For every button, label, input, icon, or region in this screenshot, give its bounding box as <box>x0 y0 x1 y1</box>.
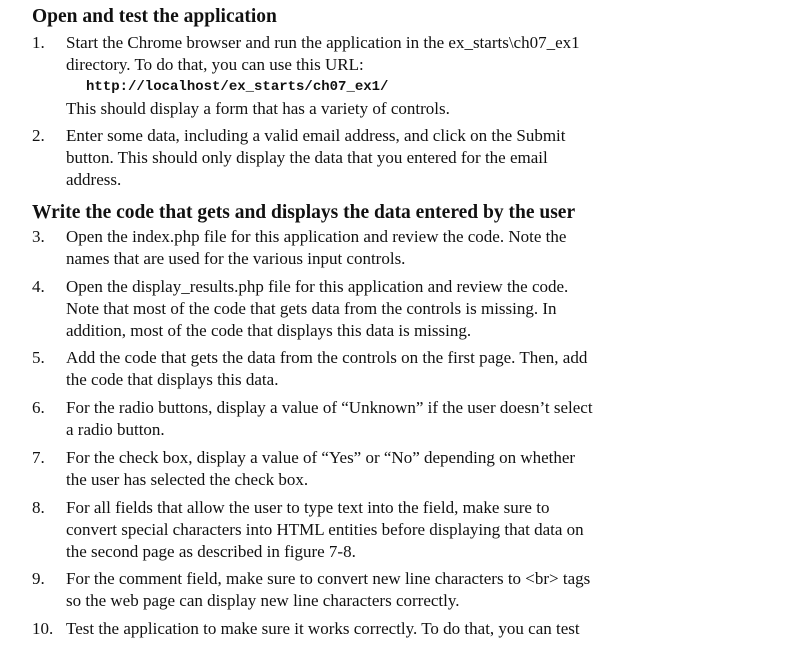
step-number: 7. <box>32 448 45 467</box>
url-code: http://localhost/ex_starts/ch07_ex1/ <box>86 79 389 95</box>
step-line: the second page as described in figure 7-8. <box>66 542 356 561</box>
step-number: 2. <box>32 126 45 145</box>
step-line: Enter some data, including a valid email address, and click on the Submit <box>66 126 566 145</box>
section-heading-open-test: Open and test the application <box>32 6 277 27</box>
step-line: names that are used for the various input controls. <box>66 249 406 268</box>
step-line: For the radio buttons, display a value of “Unknown” if the user doesn’t select <box>66 398 593 417</box>
step-line: Start the Chrome browser and run the application in the ex_starts\ch07_ex1 <box>66 33 580 52</box>
step-2 <box>32 125 672 191</box>
step-3 <box>32 226 672 270</box>
step-10 <box>32 618 672 640</box>
step-line: convert special characters into HTML entities before displaying that data on <box>66 520 584 539</box>
step-line: Open the display_results.php file for this application and review the code. <box>66 277 569 296</box>
step-line: a radio button. <box>66 420 165 439</box>
step-line: Test the application to make sure it works correctly. To do that, you can test <box>66 619 580 638</box>
step-line: Note that most of the code that gets data from the controls is missing. In <box>66 299 557 318</box>
step-line: Add the code that gets the data from the controls on the first page. Then, add <box>66 348 588 367</box>
section-heading-write-code: Write the code that gets and displays the data entered by the user <box>32 202 576 223</box>
step-line: For the comment field, make sure to convert new line characters to <br> tags <box>66 569 591 588</box>
step-number: 8. <box>32 498 45 517</box>
step-line: directory. To do that, you can use this URL: <box>66 55 364 74</box>
step-line: the user has selected the check box. <box>66 470 309 489</box>
step-line: so the web page can display new line characters correctly. <box>66 591 460 610</box>
step-line: For the check box, display a value of “Yes” or “No” depending on whether <box>66 448 576 467</box>
step-number: 3. <box>32 227 45 246</box>
step-number: 6. <box>32 398 45 417</box>
step-number: 1. <box>32 33 45 52</box>
step-number: 10. <box>32 619 54 638</box>
step-line: address. <box>66 170 122 189</box>
step-line: addition, most of the code that displays this data is missing. <box>66 321 472 340</box>
step-number: 4. <box>32 277 45 296</box>
step-7 <box>32 447 672 491</box>
step-number: 9. <box>32 569 45 588</box>
step-number: 5. <box>32 348 45 367</box>
step-line: button. This should only display the data that you entered for the email <box>66 148 548 167</box>
step-6 <box>32 397 672 441</box>
step-line: the code that displays this data. <box>66 370 279 389</box>
step-1 <box>32 32 672 120</box>
step-line: This should display a form that has a variety of controls. <box>66 99 450 118</box>
step-5 <box>32 347 672 391</box>
step-9 <box>32 568 672 612</box>
step-4 <box>32 276 672 342</box>
step-line: For all fields that allow the user to type text into the field, make sure to <box>66 498 550 517</box>
step-8 <box>32 497 672 563</box>
step-line: Open the index.php file for this application and review the code. Note the <box>66 227 567 246</box>
